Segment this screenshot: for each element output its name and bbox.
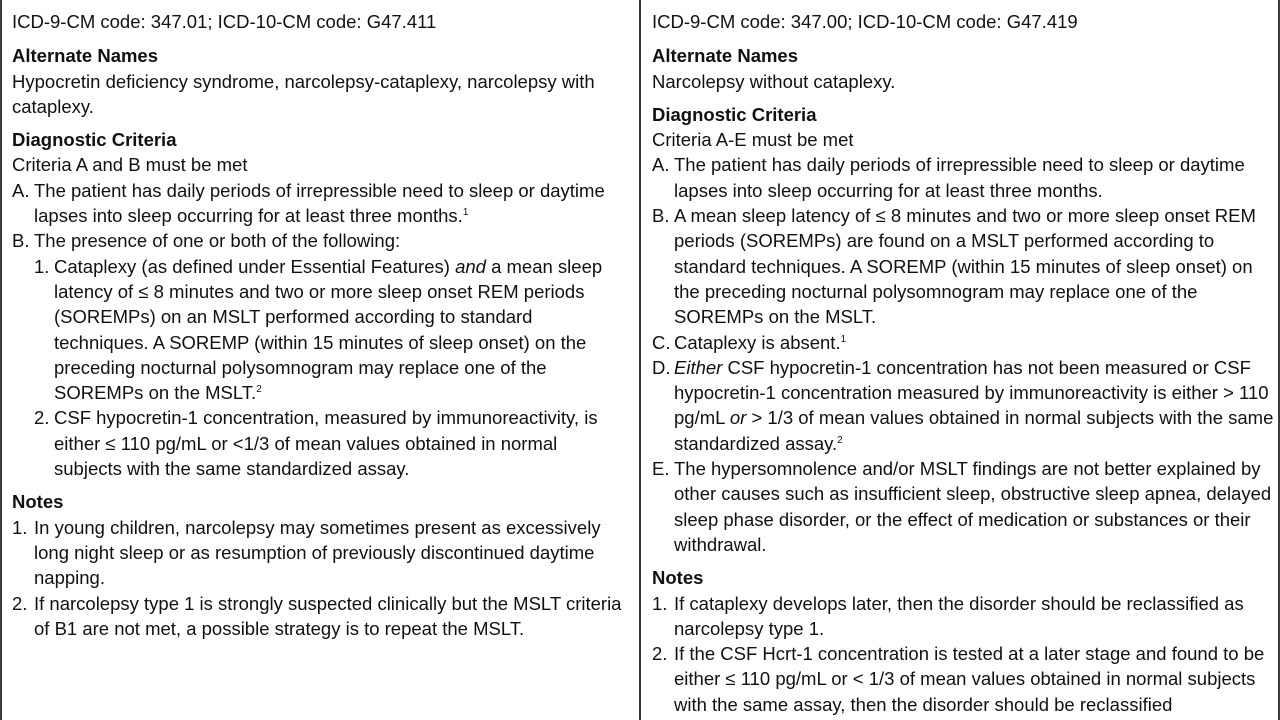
criterion-a [12,178,630,229]
note-2 [652,641,1274,717]
criterion-text: The patient has daily periods of irrepressible need to sleep or daytime lapses into sleep occurring for at least three months. [674,154,1245,201]
subcriterion-label: 2. [34,407,50,429]
criterion-label: B. [652,205,670,227]
icd-codes: ICD-9-CM code: 347.00; ICD-10-CM code: G47.419 [652,11,1078,32]
note-label: 2. [652,643,668,665]
criterion-text: The presence of one or both of the following: [34,230,401,252]
footnote-ref: 2 [837,434,843,446]
diagnostic-criteria-section [12,127,630,481]
notes-heading: Notes [12,491,64,513]
note-text: In young children, narcolepsy may sometimes present as excessively long night sleep or as resumption of previously discontinued daytime napping. [34,516,601,589]
note-2 [12,591,630,642]
criterion-b2 [12,405,630,481]
note-text: If narcolepsy type 1 is strongly suspected clinically but the MSLT criteria of B1 are not met, a possible strategy is to repeat the MSLT. [34,592,622,639]
subcriterion-label: 1. [34,255,50,277]
criterion-e [652,456,1274,557]
notes-heading: Notes [652,567,704,589]
diagnostic-criteria-section [652,102,1274,557]
criterion-label: D. [652,356,671,378]
criterion-label: A. [652,154,670,176]
criterion-text: Cataplexy is absent. [674,331,841,353]
note-label: 1. [12,516,28,538]
note-label: 1. [652,592,668,614]
criterion-b [652,203,1274,329]
footnote-ref: 2 [256,384,262,396]
criterion-text: The patient has daily periods of irrepressible need to sleep or daytime lapses into sleep occurring for at least three months. [34,179,605,227]
alternate-names-section [12,43,630,119]
right-column [652,9,1274,720]
note-1 [12,515,630,591]
notes-section [12,489,630,641]
notes-section [652,565,1274,717]
criterion-label: A. [12,179,30,201]
footnote-ref: 1 [840,333,847,345]
criterion-b1 [12,254,630,406]
criteria-intro: Criteria A and B must be met [12,154,248,176]
criterion-b [12,228,630,253]
subcriterion-text: Cataplexy (as defined under Essential Features) [54,255,456,277]
criterion-d [652,355,1274,456]
criterion-label: E. [652,458,670,480]
criterion-c [652,330,1274,355]
left-column [12,9,630,649]
criterion-text: CSF hypocretin-1 concentration has not been measured or CSF hypocretin-1 concentration measured by immunoreactivity is either > 110 pg/mL [674,356,1269,429]
left-border [0,0,2,720]
icd-codes: ICD-9-CM code: 347.01; ICD-10-CM code: G47.411 [12,11,437,32]
criterion-text-cont: > 1/3 of mean values obtained in normal subjects with the same standardized assay. [674,407,1274,454]
column-divider [639,0,641,720]
alternate-names-heading: Alternate Names [12,45,159,67]
criterion-label: B. [12,230,30,252]
criterion-text: The hypersomnolence and/or MSLT findings are not better explained by other causes such as insufficient sleep, obstructive sleep apnea, delayed sleep phase disorder, or the effect of medication or substances or their withdrawal. [674,458,1272,555]
note-1 [652,591,1274,642]
emphasis-text: Either [674,356,723,378]
note-text: If the CSF Hcrt-1 concentration is tested at a later stage and found to be either ≤ 110 pg/mL or < 1/3 of mean values obtained in normal subjects with the same assay, then the disorder should be reclassified [674,643,1265,715]
criterion-text: A mean sleep latency of ≤ 8 minutes and two or more sleep onset REM periods (SOREMPs) are found on a MSLT performed according to standard techniques. A SOREMP (within 15 minutes of sleep onset) on the preceding nocturnal polysomnogram may replace one of the SOREMPs on the MSLT. [674,205,1256,328]
diagnostic-criteria-heading: Diagnostic Criteria [652,103,817,125]
alternate-names-text: Narcolepsy without cataplexy. [652,70,896,92]
criterion-label: C. [652,331,671,353]
subcriterion-text-cont: a mean sleep latency of ≤ 8 minutes and two or more sleep onset REM periods (SOREMPs) on an MSLT performed according to standard techniques. A SOREMP (within 15 minutes of sleep onset) on the preceding nocturnal polysomnogram may replace one of the SOREMPs on the MSLT. [54,255,603,404]
criterion-a [652,152,1274,203]
alternate-names-section [652,43,1274,94]
alternate-names-text: Hypocretin deficiency syndrome, narcolepsy-cataplexy, narcolepsy with cataplexy. [12,70,595,117]
footnote-ref: 1 [462,207,469,219]
emphasis-text: and [455,255,486,277]
note-label: 2. [12,592,28,614]
emphasis-text: or [729,407,747,429]
alternate-names-heading: Alternate Names [652,45,799,67]
subcriterion-text: CSF hypocretin-1 concentration, measured by immunoreactivity, is either ≤ 110 pg/mL or <1/3 of mean values obtained in normal subjects with the same standardized assay. [54,407,598,480]
criteria-intro: Criteria A-E must be met [652,129,854,151]
diagnostic-criteria-heading: Diagnostic Criteria [12,129,177,151]
note-text: If cataplexy develops later, then the disorder should be reclassified as narcolepsy type 1. [674,592,1244,639]
